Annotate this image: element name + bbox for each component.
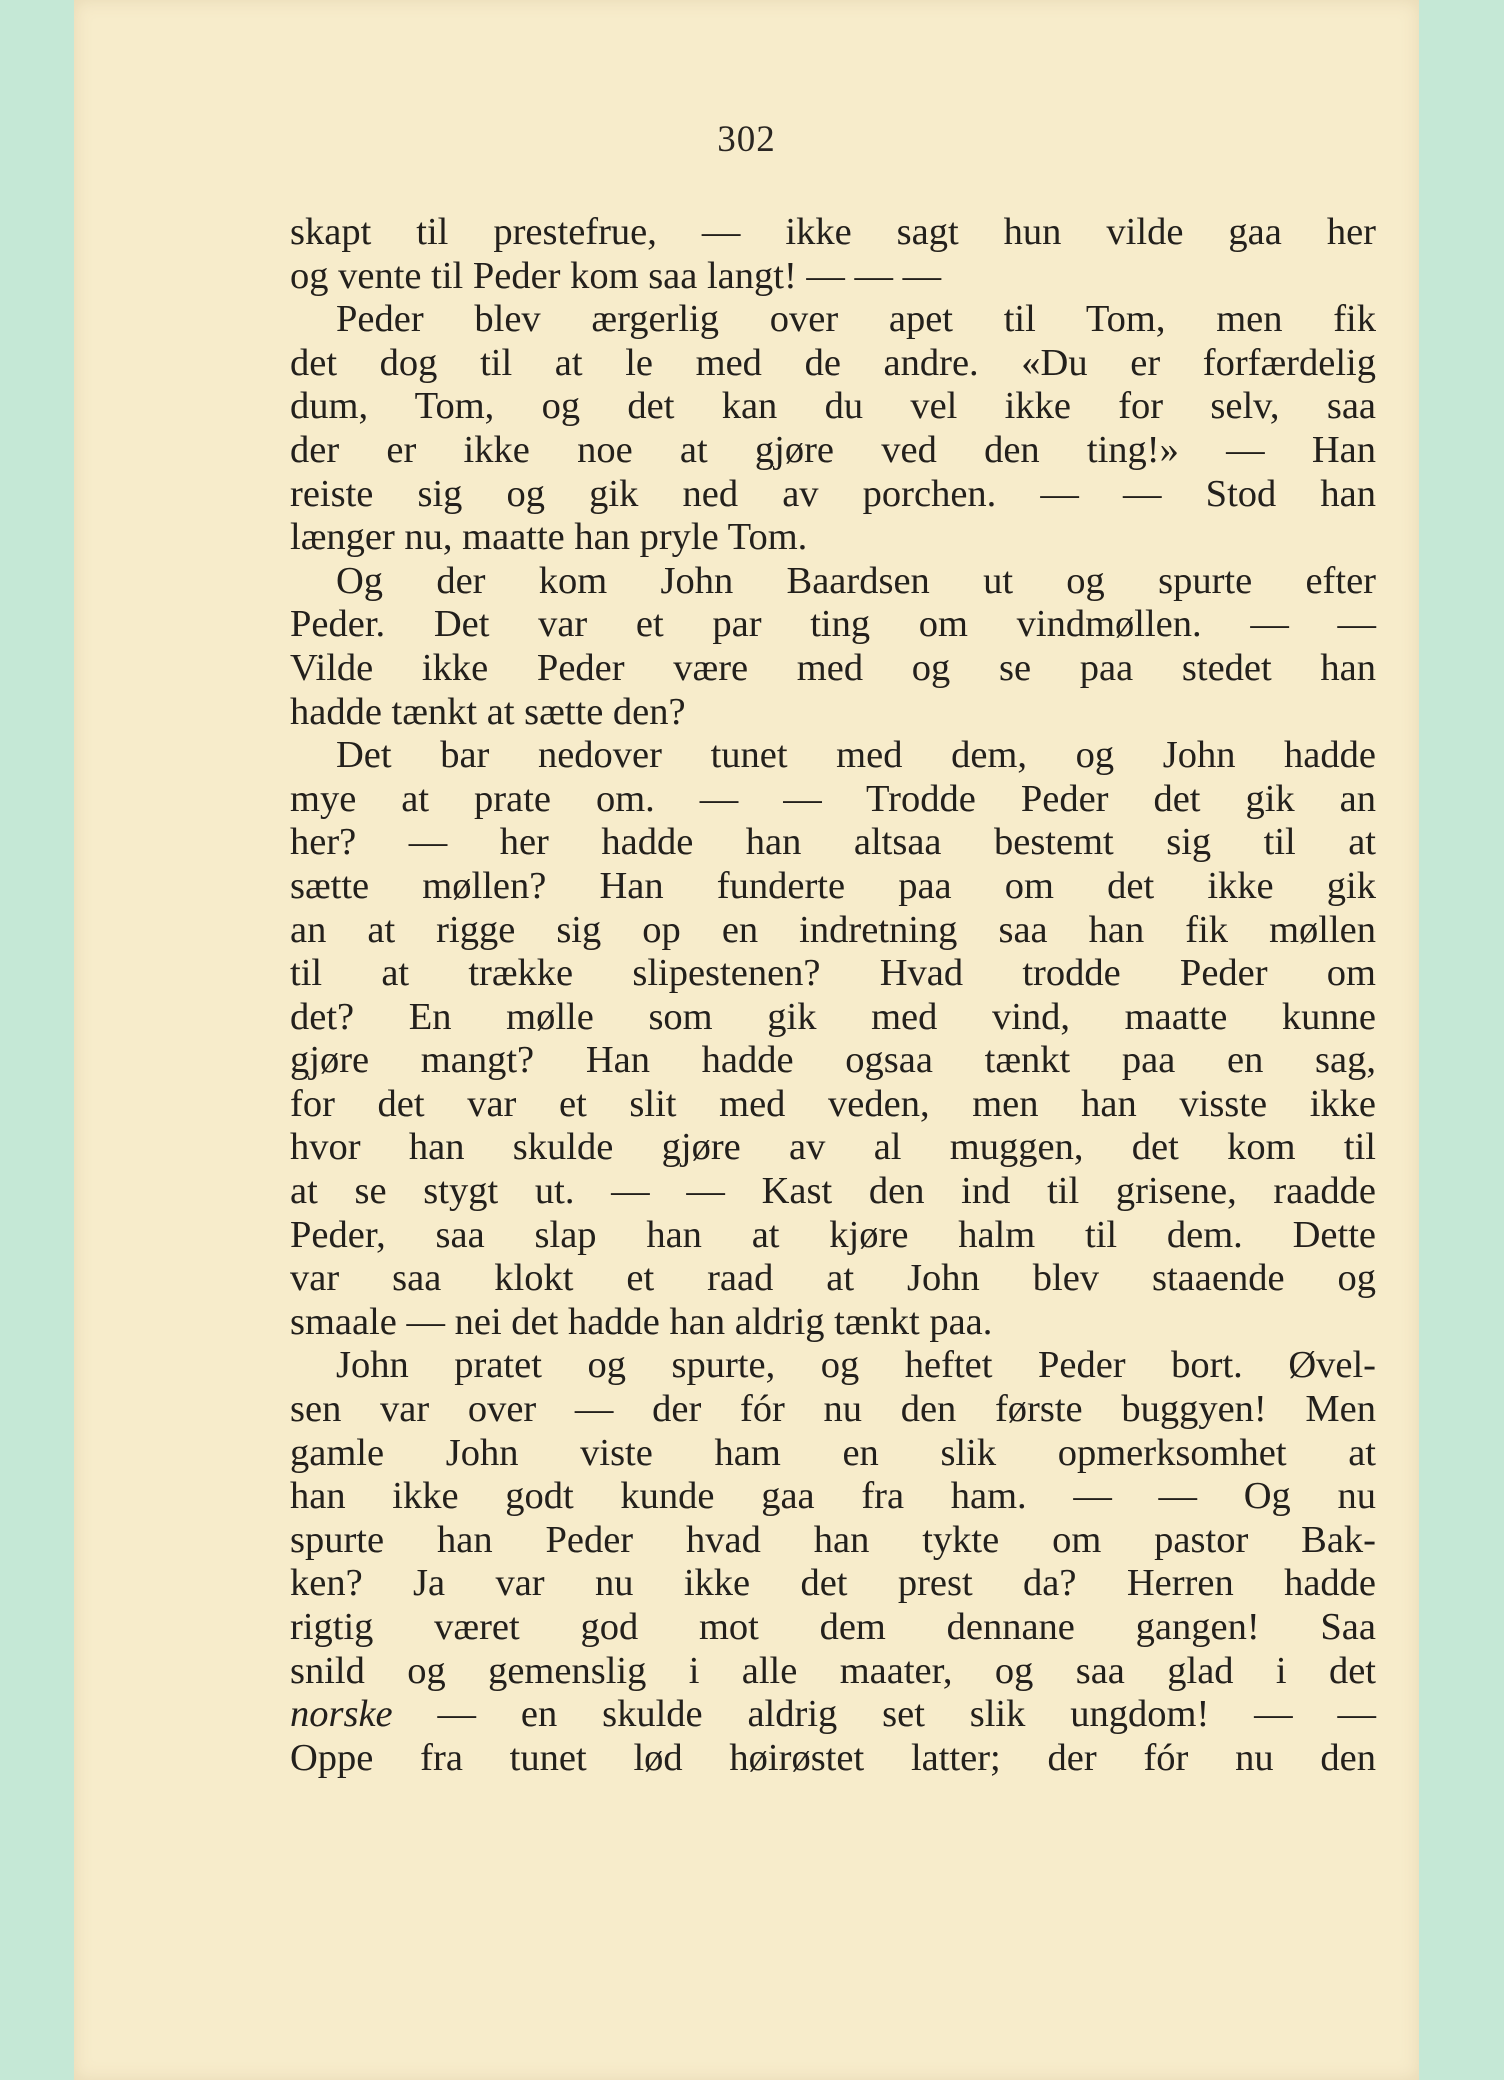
- text-line: var saa klokt et raad at John blev staaende og: [290, 1257, 1376, 1300]
- text-line: snild og gemenslig i alle maater, og saa glad i det: [290, 1649, 1376, 1692]
- text-line: det? En mølle som gik med vind, maatte kunne: [290, 995, 1376, 1038]
- line-rest: — en skulde aldrig set slik ungdom! — —: [392, 1693, 1376, 1736]
- text-line: her? — her hadde han altsaa bestemt sig til at: [290, 821, 1376, 864]
- book-page: [74, 0, 1419, 2080]
- text-line: Peder, saa slap han at kjøre halm til dem. Dette: [290, 1213, 1376, 1256]
- text-line: han ikke godt kunde gaa fra ham. — — Og nu: [290, 1475, 1376, 1518]
- text-line: Vilde ikke Peder være med og se paa stedet han: [290, 646, 1376, 689]
- text-line: Oppe fra tunet lød høirøstet latter; der fór nu den: [290, 1736, 1376, 1779]
- text-line: Og der kom John Baardsen ut og spurte efter: [336, 559, 1376, 602]
- text-line: Peder blev ærgerlig over apet til Tom, men fik: [336, 298, 1376, 341]
- text-line: smaale — nei det hadde han aldrig tænkt paa.: [290, 1300, 993, 1343]
- text-line: Det bar nedover tunet med dem, og John hadde: [336, 734, 1376, 777]
- text-line: spurte han Peder hvad han tykte om pastor Bak-: [290, 1518, 1376, 1561]
- body-text: [290, 211, 1376, 1780]
- text-line: sen var over — der fór nu den første buggyen! Men: [290, 1388, 1376, 1431]
- text-line: hvor han skulde gjøre av al muggen, det kom til: [290, 1126, 1376, 1169]
- page-number: 302: [717, 119, 776, 160]
- text-line: mye at prate om. — — Trodde Peder det gik an: [290, 777, 1376, 820]
- text-line: dum, Tom, og det kan du vel ikke for selv, saa: [290, 385, 1376, 428]
- text-line: der er ikke noe at gjøre ved den ting!» — Han: [290, 428, 1376, 471]
- text-line: rigtig været god mot dem dennane gangen! Saa: [290, 1606, 1376, 1648]
- text-line: an at rigge sig op en indretning saa han fik møllen: [290, 908, 1376, 951]
- text-line: hadde tænkt at sætte den?: [290, 690, 686, 733]
- text-line: reiste sig og gik ned av porchen. — — Stod han: [290, 472, 1376, 515]
- text-line: ken? Ja var nu ikke det prest da? Herren hadde: [290, 1562, 1376, 1605]
- text-line: for det var et slit med veden, men han visste ikke: [290, 1082, 1376, 1125]
- text-line: Peder. Det var et par ting om vindmøllen. — —: [290, 603, 1376, 646]
- text-line: og vente til Peder kom saa langt! — — —: [290, 254, 942, 297]
- text-line: John pratet og spurte, og heftet Peder bort. Øvel-: [336, 1344, 1376, 1387]
- text-line: til at trække slipestenen? Hvad trodde Peder om: [290, 952, 1376, 995]
- text-line: sætte møllen? Han funderte paa om det ikke gik: [290, 864, 1376, 907]
- text-line: det dog til at le med de andre. «Du er forfærdelig: [290, 341, 1376, 384]
- italic-word: norske: [290, 1693, 393, 1736]
- text-line: gamle John viste ham en slik opmerksomhet at: [290, 1431, 1376, 1474]
- text-line: [290, 1693, 1376, 1737]
- text-line: at se stygt ut. — — Kast den ind til grisene, raadde: [290, 1170, 1376, 1213]
- text-line: skapt til prestefrue, — ikke sagt hun vilde gaa her: [290, 211, 1376, 253]
- text-line: længer nu, maatte han pryle Tom.: [290, 516, 808, 559]
- text-line: gjøre mangt? Han hadde ogsaa tænkt paa en sag,: [290, 1039, 1376, 1082]
